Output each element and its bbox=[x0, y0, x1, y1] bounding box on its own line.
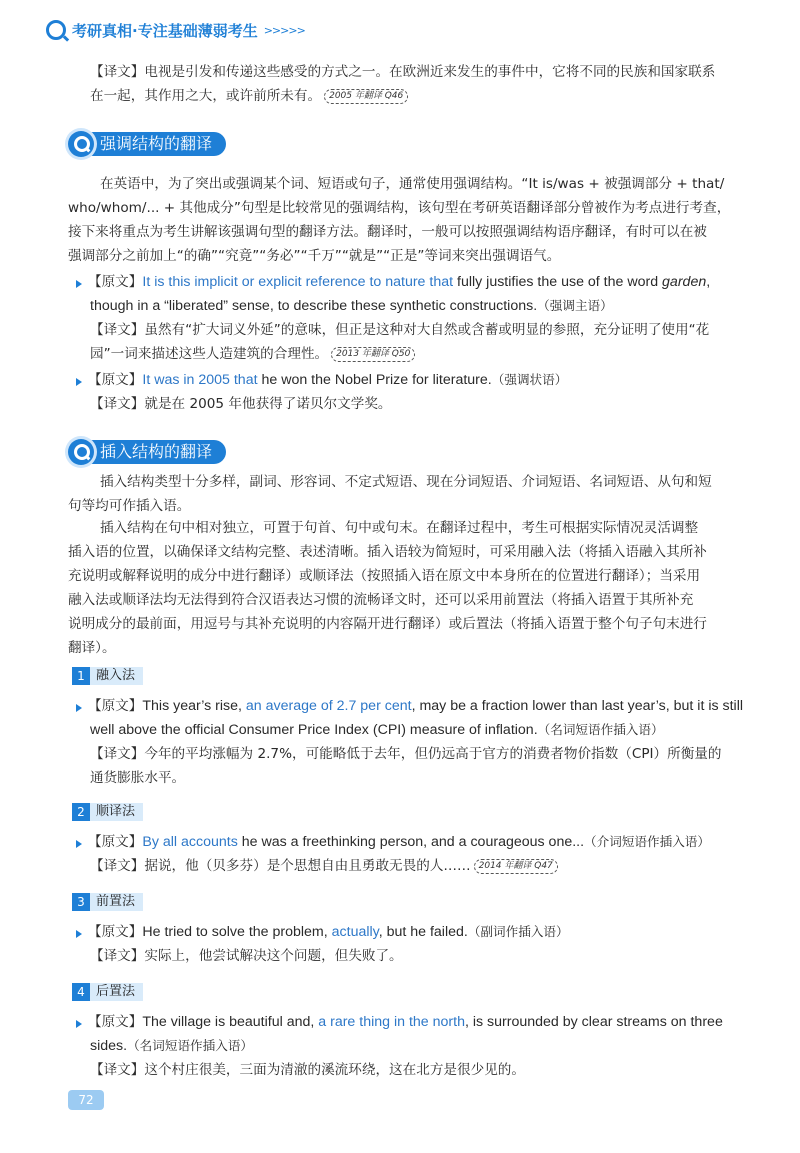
example-translation: 【译文】这个村庄很美，三面为清澈的溪流环绕，这在北方是很少见的。 bbox=[90, 1062, 525, 1078]
example-original: 【原文】The village is beautiful and, a rare thing in the north, is surrounded by clear streams on three bbox=[88, 1014, 723, 1030]
section-title: 插入结构的翻译 bbox=[88, 440, 226, 464]
method-number: 4 bbox=[72, 983, 90, 1001]
paragraph-line: who/whom/... + 其他成分”句型是比较常见的强调结构，该句型在考研英语翻译部分曾被作为考点进行考查， bbox=[68, 200, 731, 216]
method-number: 3 bbox=[72, 893, 90, 911]
section-heading-insertion bbox=[68, 438, 226, 466]
example-original: 【原文】This year’s rise, an average of 2.7 per cent, may be a fraction lower than last year’s, but it is still bbox=[88, 698, 744, 714]
method-number: 1 bbox=[72, 667, 90, 685]
paragraph-line: 说明成分的最前面，用逗号与其补充说明的内容隔开进行翻译）或后置法（将插入语置于整个句子句末进行 bbox=[68, 616, 707, 632]
example-translation: 【译文】今年的平均涨幅为 2.7%，可能略低于去年，但仍远高于官方的消费者物价指数（CPI）所衡量的 bbox=[90, 746, 722, 762]
header-title: 考研真相·专注基础薄弱考生 bbox=[72, 21, 258, 40]
paragraph-line: 句等均可作插入语。 bbox=[68, 498, 191, 514]
bullet-icon bbox=[76, 840, 82, 848]
example-translation: 【译文】实际上，他尝试解决这个问题，但失败了。 bbox=[90, 948, 403, 964]
example-translation-line-2: 园”一词来描述这些人造建筑的合理性。 2013 年翻译 Q50 bbox=[90, 342, 415, 366]
method-title: 融入法 bbox=[90, 667, 143, 685]
paragraph-line: 强调部分之前加上“的确”“究竟”“务必”“千万”“就是”“正是”等词来突出强调语气。 bbox=[68, 248, 561, 264]
paragraph-line: 插入结构类型十分多样，副词、形容词、不定式短语、现在分词短语、介词短语、名词短语、从句和短 bbox=[100, 474, 712, 490]
paragraph-line: 接下来将重点为考生讲解该强调句型的翻译方法。翻译时，一般可以按照强调结构语序翻译，有时可以在被 bbox=[68, 224, 707, 240]
example-translation-line-2: 通货膨胀水平。 bbox=[90, 770, 186, 786]
method-title: 顺译法 bbox=[90, 803, 143, 821]
search-icon bbox=[68, 439, 94, 465]
method-heading-4 bbox=[72, 982, 143, 1002]
header-arrows-icon: >>>>> bbox=[263, 23, 305, 37]
source-tag: 2005 年翻译 Q46 bbox=[324, 89, 408, 104]
example-original: 【原文】He tried to solve the problem, actually, but he failed.（副词作插入语） bbox=[88, 924, 569, 940]
example-original-line-2: though in a “liberated” sense, to describe these synthetic constructions.（强调主语） bbox=[90, 298, 613, 314]
paragraph-line: 插入语的位置，以确保译文结构完整、表述清晰。插入语较为简短时，可采用融入法（将插入语融入其所补 bbox=[68, 544, 707, 560]
method-title: 后置法 bbox=[90, 983, 143, 1001]
section-heading-emphasis bbox=[68, 130, 226, 158]
example-original: 【原文】It is this implicit or explicit reference to nature that fully justifies the use of the word garden, bbox=[88, 274, 711, 290]
method-heading-1 bbox=[72, 666, 143, 686]
magnifier-icon bbox=[46, 20, 66, 40]
method-title: 前置法 bbox=[90, 893, 143, 911]
source-tag: 2013 年翻译 Q50 bbox=[331, 347, 415, 362]
section-title: 强调结构的翻译 bbox=[88, 132, 226, 156]
paragraph-line: 融入法或顺译法均无法得到符合汉语表达习惯的流畅译文时，还可以采用前置法（将插入语置于其所补充 bbox=[68, 592, 694, 608]
intro-line-2: 在一起，其作用之大，或许前所未有。 2005 年翻译 Q46 bbox=[90, 84, 408, 108]
paragraph-line: 翻译）。 bbox=[68, 640, 116, 656]
example-translation: 【译文】虽然有“扩大词义外延”的意味，但正是这种对大自然或含蓄或明显的参照，充分证明了使用“花 bbox=[90, 322, 710, 338]
bullet-icon bbox=[76, 1020, 82, 1028]
method-heading-2 bbox=[72, 802, 143, 822]
example-original: 【原文】By all accounts he was a freethinking person, and a courageous one...（介词短语作插入语） bbox=[88, 834, 710, 850]
bullet-icon bbox=[76, 930, 82, 938]
example-translation: 【译文】据说，他（贝多芬）是个思想自由且勇敢无畏的人…… 2014 年翻译 Q47 bbox=[90, 854, 558, 878]
paragraph-line: 充说明或解释说明的成分中进行翻译）或顺译法（按照插入语在原文中本身所在的位置进行翻译）；当采用 bbox=[68, 568, 701, 584]
method-number: 2 bbox=[72, 803, 90, 821]
bullet-icon bbox=[76, 704, 82, 712]
example-original: 【原文】It was in 2005 that he won the Nobel Prize for literature.（强调状语） bbox=[88, 372, 568, 388]
bullet-icon bbox=[76, 378, 82, 386]
source-tag: 2014 年翻译 Q47 bbox=[474, 859, 558, 874]
intro-line-1: 【译文】电视是引发和传递这些感受的方式之一。在欧洲近来发生的事件中，它将不同的民族和国家联系 bbox=[90, 64, 716, 80]
method-heading-3 bbox=[72, 892, 143, 912]
paragraph-line: 插入结构在句中相对独立，可置于句首、句中或句末。在翻译过程中，考生可根据实际情况灵活调整 bbox=[100, 520, 699, 536]
page-number: 72 bbox=[68, 1090, 104, 1110]
search-icon bbox=[68, 131, 94, 157]
bullet-icon bbox=[76, 280, 82, 288]
paragraph-line: 在英语中，为了突出或强调某个词、短语或句子，通常使用强调结构。“It is/was + 被强调部分 + that/ bbox=[100, 176, 725, 192]
example-original-line-2: sides.（名词短语作插入语） bbox=[90, 1038, 253, 1054]
example-original-line-2: well above the official Consumer Price Index (CPI) measure of inflation.（名词短语作插入语） bbox=[90, 722, 664, 738]
page-header bbox=[46, 18, 305, 42]
example-translation: 【译文】就是在 2005 年他获得了诺贝尔文学奖。 bbox=[90, 396, 392, 412]
